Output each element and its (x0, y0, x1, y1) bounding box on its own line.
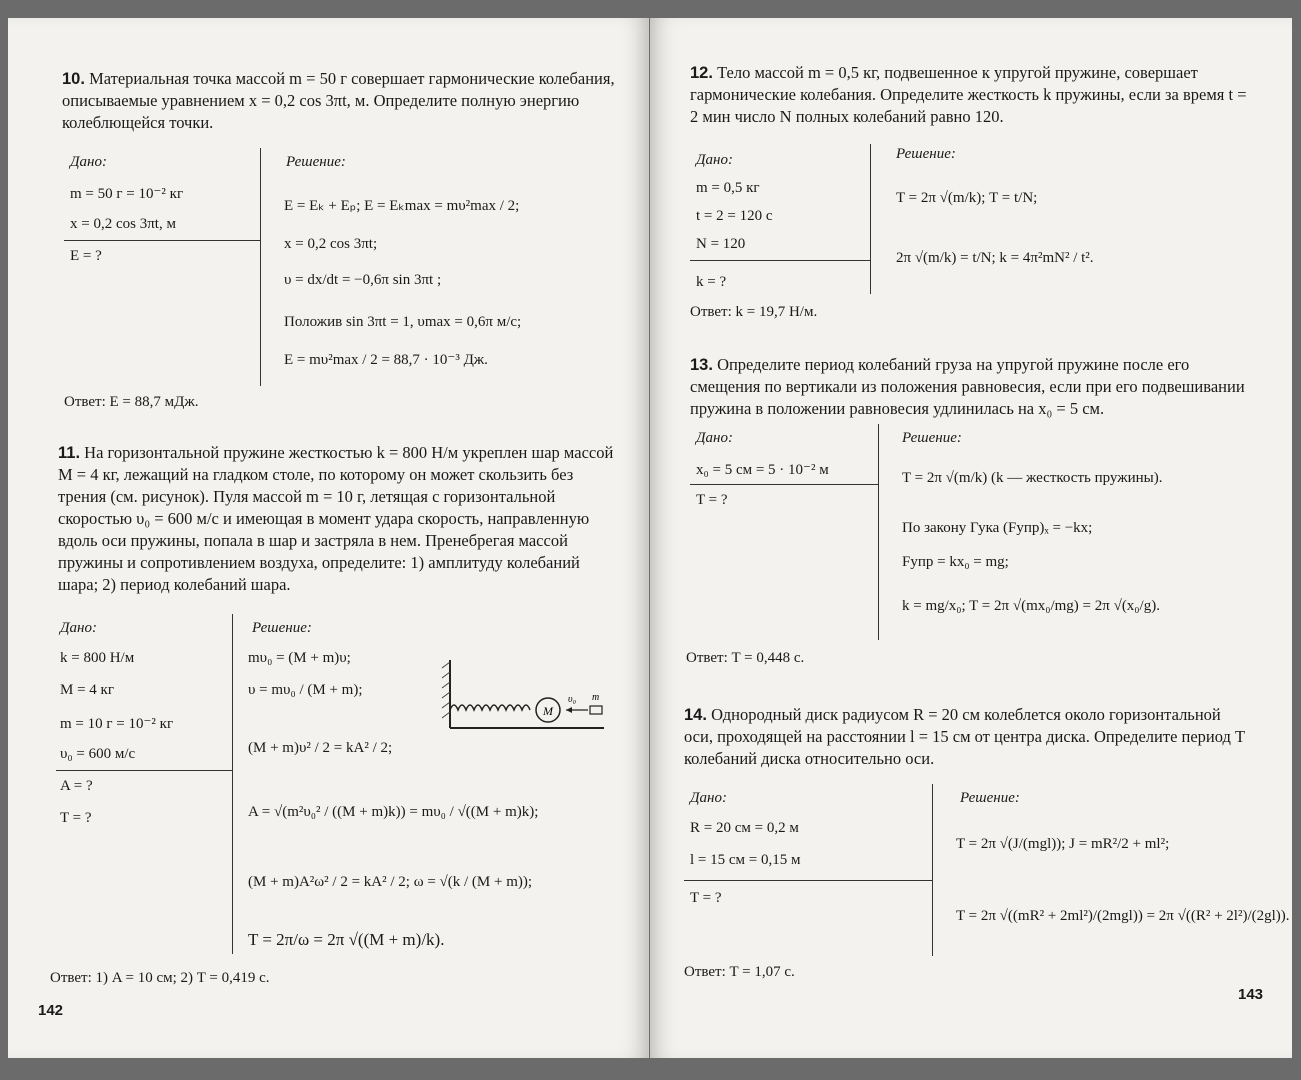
p10-given-1: x = 0,2 cos 3πt, м (70, 216, 176, 232)
bullet-label: m (592, 692, 600, 703)
p13-find: T = ? (696, 492, 728, 508)
problem-11-text: На горизонтальной пружине жесткостью k = 800 Н/м укреплен шар массой M = 4 кг, лежащий на гладком столе, по которому он может скользить без трения (см. рисунок). Пуля массой m = 10 г, летящая с горизонтальной скоростью υ₀ = 600 м/с и имеющая в момент удара скорость, направленную вдоль оси пружины, попала в шар и застряла в нем. Пренебрегая массой пружины и сопротивлением воздуха, определите: 1) амплитуду колебаний шара; 2) период колебаний шара. (58, 443, 614, 594)
problem-10-statement (62, 68, 617, 134)
p14-given-label: Дано: (690, 790, 727, 806)
problem-11-statement (58, 442, 618, 596)
arrow-head (566, 707, 572, 713)
problem-11-number: 11. (58, 444, 81, 462)
p10-given-rule (64, 240, 260, 241)
p11-sol-2: (M + m)υ² / 2 = kA² / 2; (248, 740, 393, 756)
p14-divider (932, 784, 933, 956)
p10-sol-0: E = Eₖ + Eₚ; E = Eₖmax = mυ²max / 2; (284, 198, 520, 214)
p13-given-rule (690, 484, 878, 485)
problem-13-statement (690, 354, 1250, 420)
p12-given-1: t = 2 = 120 с (696, 208, 773, 224)
p11-sol-4: (M + m)A²ω² / 2 = kA² / 2; ω = √(k / (M + m)); (248, 874, 533, 890)
p11-given-0: k = 800 Н/м (60, 650, 135, 666)
p13-answer: Ответ: T = 0,448 с. (686, 650, 805, 666)
p13-given-0: x₀ = 5 см = 5 · 10⁻² м (696, 462, 829, 478)
p11-given-1: M = 4 кг (60, 682, 114, 698)
problem-12-text: Тело массой m = 0,5 кг, подвешенное к упругой пружине, совершает гармонические колебания. Определите жесткость k пружины, если за время t = 2 мин число N полных колебаний равно 120. (690, 63, 1247, 126)
p11-answer: Ответ: 1) A = 10 см; 2) T = 0,419 с. (50, 970, 270, 986)
p12-solution-label: Решение: (896, 146, 956, 162)
p11-find-0: A = ? (60, 778, 93, 794)
p12-answer: Ответ: k = 19,7 Н/м. (690, 304, 818, 320)
p13-sol-2: Fупр = kx₀ = mg; (902, 554, 1009, 570)
wall-hatch (442, 662, 450, 718)
problem-14-statement (684, 704, 1250, 770)
p11-sol-5: T = 2π/ω = 2π √((M + m)/k). (248, 930, 445, 949)
page-number-left: 142 (38, 1002, 64, 1019)
p10-given-0: m = 50 г = 10⁻² кг (70, 186, 184, 202)
left-page (8, 18, 649, 1058)
p11-given-rule (56, 770, 232, 771)
p11-sol-3: A = √(m²υ₀² / ((M + m)k)) = mυ₀ / √((M + m)k); (248, 804, 539, 820)
page-number-right: 143 (1238, 986, 1264, 1003)
p14-answer: Ответ: T = 1,07 с. (684, 964, 795, 980)
p14-given-1: l = 15 см = 0,15 м (690, 852, 801, 868)
p12-sol-0: T = 2π √(m/k); T = t/N; (896, 190, 1038, 206)
spring (450, 705, 530, 710)
p11-given-label: Дано: (60, 620, 97, 636)
p10-solution-label: Решение: (286, 154, 346, 170)
p13-given-label: Дано: (696, 430, 733, 446)
p10-sol-4: E = mυ²max / 2 = 88,7 · 10⁻³ Дж. (284, 352, 488, 368)
p11-given-3: υ₀ = 600 м/с (60, 746, 136, 762)
p10-answer: Ответ: E = 88,7 мДж. (64, 394, 199, 410)
p13-sol-3: k = mg/x₀; T = 2π √(mx₀/mg) = 2π √(x₀/g). (902, 598, 1160, 614)
p11-given-2: m = 10 г = 10⁻² кг (60, 716, 174, 732)
problem-13-text: Определите период колебаний груза на упругой пружине после его смещения по вертикали из положения равновесия, если при его подвешивании пружина в положении равновесия удлинилась на x₀ = 5 см. (690, 355, 1245, 418)
p11-sol-0: mυ₀ = (M + m)υ; (248, 650, 351, 666)
p14-sol-1: T = 2π √((mR² + 2ml²)/(2mgl)) = 2π √((R² + 2l²)/(2gl)). (956, 908, 1290, 924)
p11-find-1: T = ? (60, 810, 92, 826)
problem-10-text: Материальная точка массой m = 50 г совершает гармонические колебания, описываемые уравнением x = 0,2 cos 3πt, м. Определите полную энергию колеблющейся точки. (62, 69, 615, 132)
problem-13-number: 13. (690, 356, 713, 374)
velocity-label: υ₀ (568, 694, 577, 705)
p14-find: T = ? (690, 890, 722, 906)
problem-10-number: 10. (62, 70, 85, 88)
problem-14-number: 14. (684, 706, 707, 724)
p12-given-2: N = 120 (696, 236, 746, 252)
spring-ball-figure (432, 654, 612, 734)
p11-sol-1: υ = mυ₀ / (M + m); (248, 682, 363, 698)
p14-given-rule (684, 880, 932, 881)
problem-12-statement (690, 62, 1250, 128)
p12-sol-1: 2π √(m/k) = t/N; k = 4π²mN² / t². (896, 250, 1094, 266)
p11-divider (232, 614, 233, 954)
p10-sol-1: x = 0,2 cos 3πt; (284, 236, 378, 252)
problem-12-number: 12. (690, 64, 713, 82)
p14-solution-label: Решение: (960, 790, 1020, 806)
p13-sol-1: По закону Гука (Fупр)ₓ = −kx; (902, 520, 1093, 536)
p12-find: k = ? (696, 274, 727, 290)
p10-sol-2: υ = dx/dt = −0,6π sin 3πt ; (284, 272, 442, 288)
bullet (590, 706, 602, 714)
p13-divider (878, 424, 879, 640)
right-page (650, 18, 1292, 1058)
p10-find: E = ? (70, 248, 102, 264)
p14-given-0: R = 20 см = 0,2 м (690, 820, 799, 836)
problem-14-text: Однородный диск радиусом R = 20 см колеблется около горизонтальной оси, проходящей на расстоянии l = 15 см от центра диска. Определите период T колебаний диска относительно оси. (684, 705, 1245, 768)
p12-divider (870, 144, 871, 294)
p13-solution-label: Решение: (902, 430, 962, 446)
p12-given-label: Дано: (696, 152, 733, 168)
p11-solution-label: Решение: (252, 620, 312, 636)
p10-given-label: Дано: (70, 154, 107, 170)
ball-label: M (543, 704, 553, 718)
p12-given-rule (690, 260, 870, 261)
p12-given-0: m = 0,5 кг (696, 180, 760, 196)
p14-sol-0: T = 2π √(J/(mgl)); J = mR²/2 + ml²; (956, 836, 1170, 852)
p10-divider (260, 148, 261, 386)
p10-sol-3: Положив sin 3πt = 1, υmax = 0,6π м/с; (284, 314, 522, 330)
p13-sol-0: T = 2π √(m/k) (k — жесткость пружины). (902, 470, 1163, 486)
